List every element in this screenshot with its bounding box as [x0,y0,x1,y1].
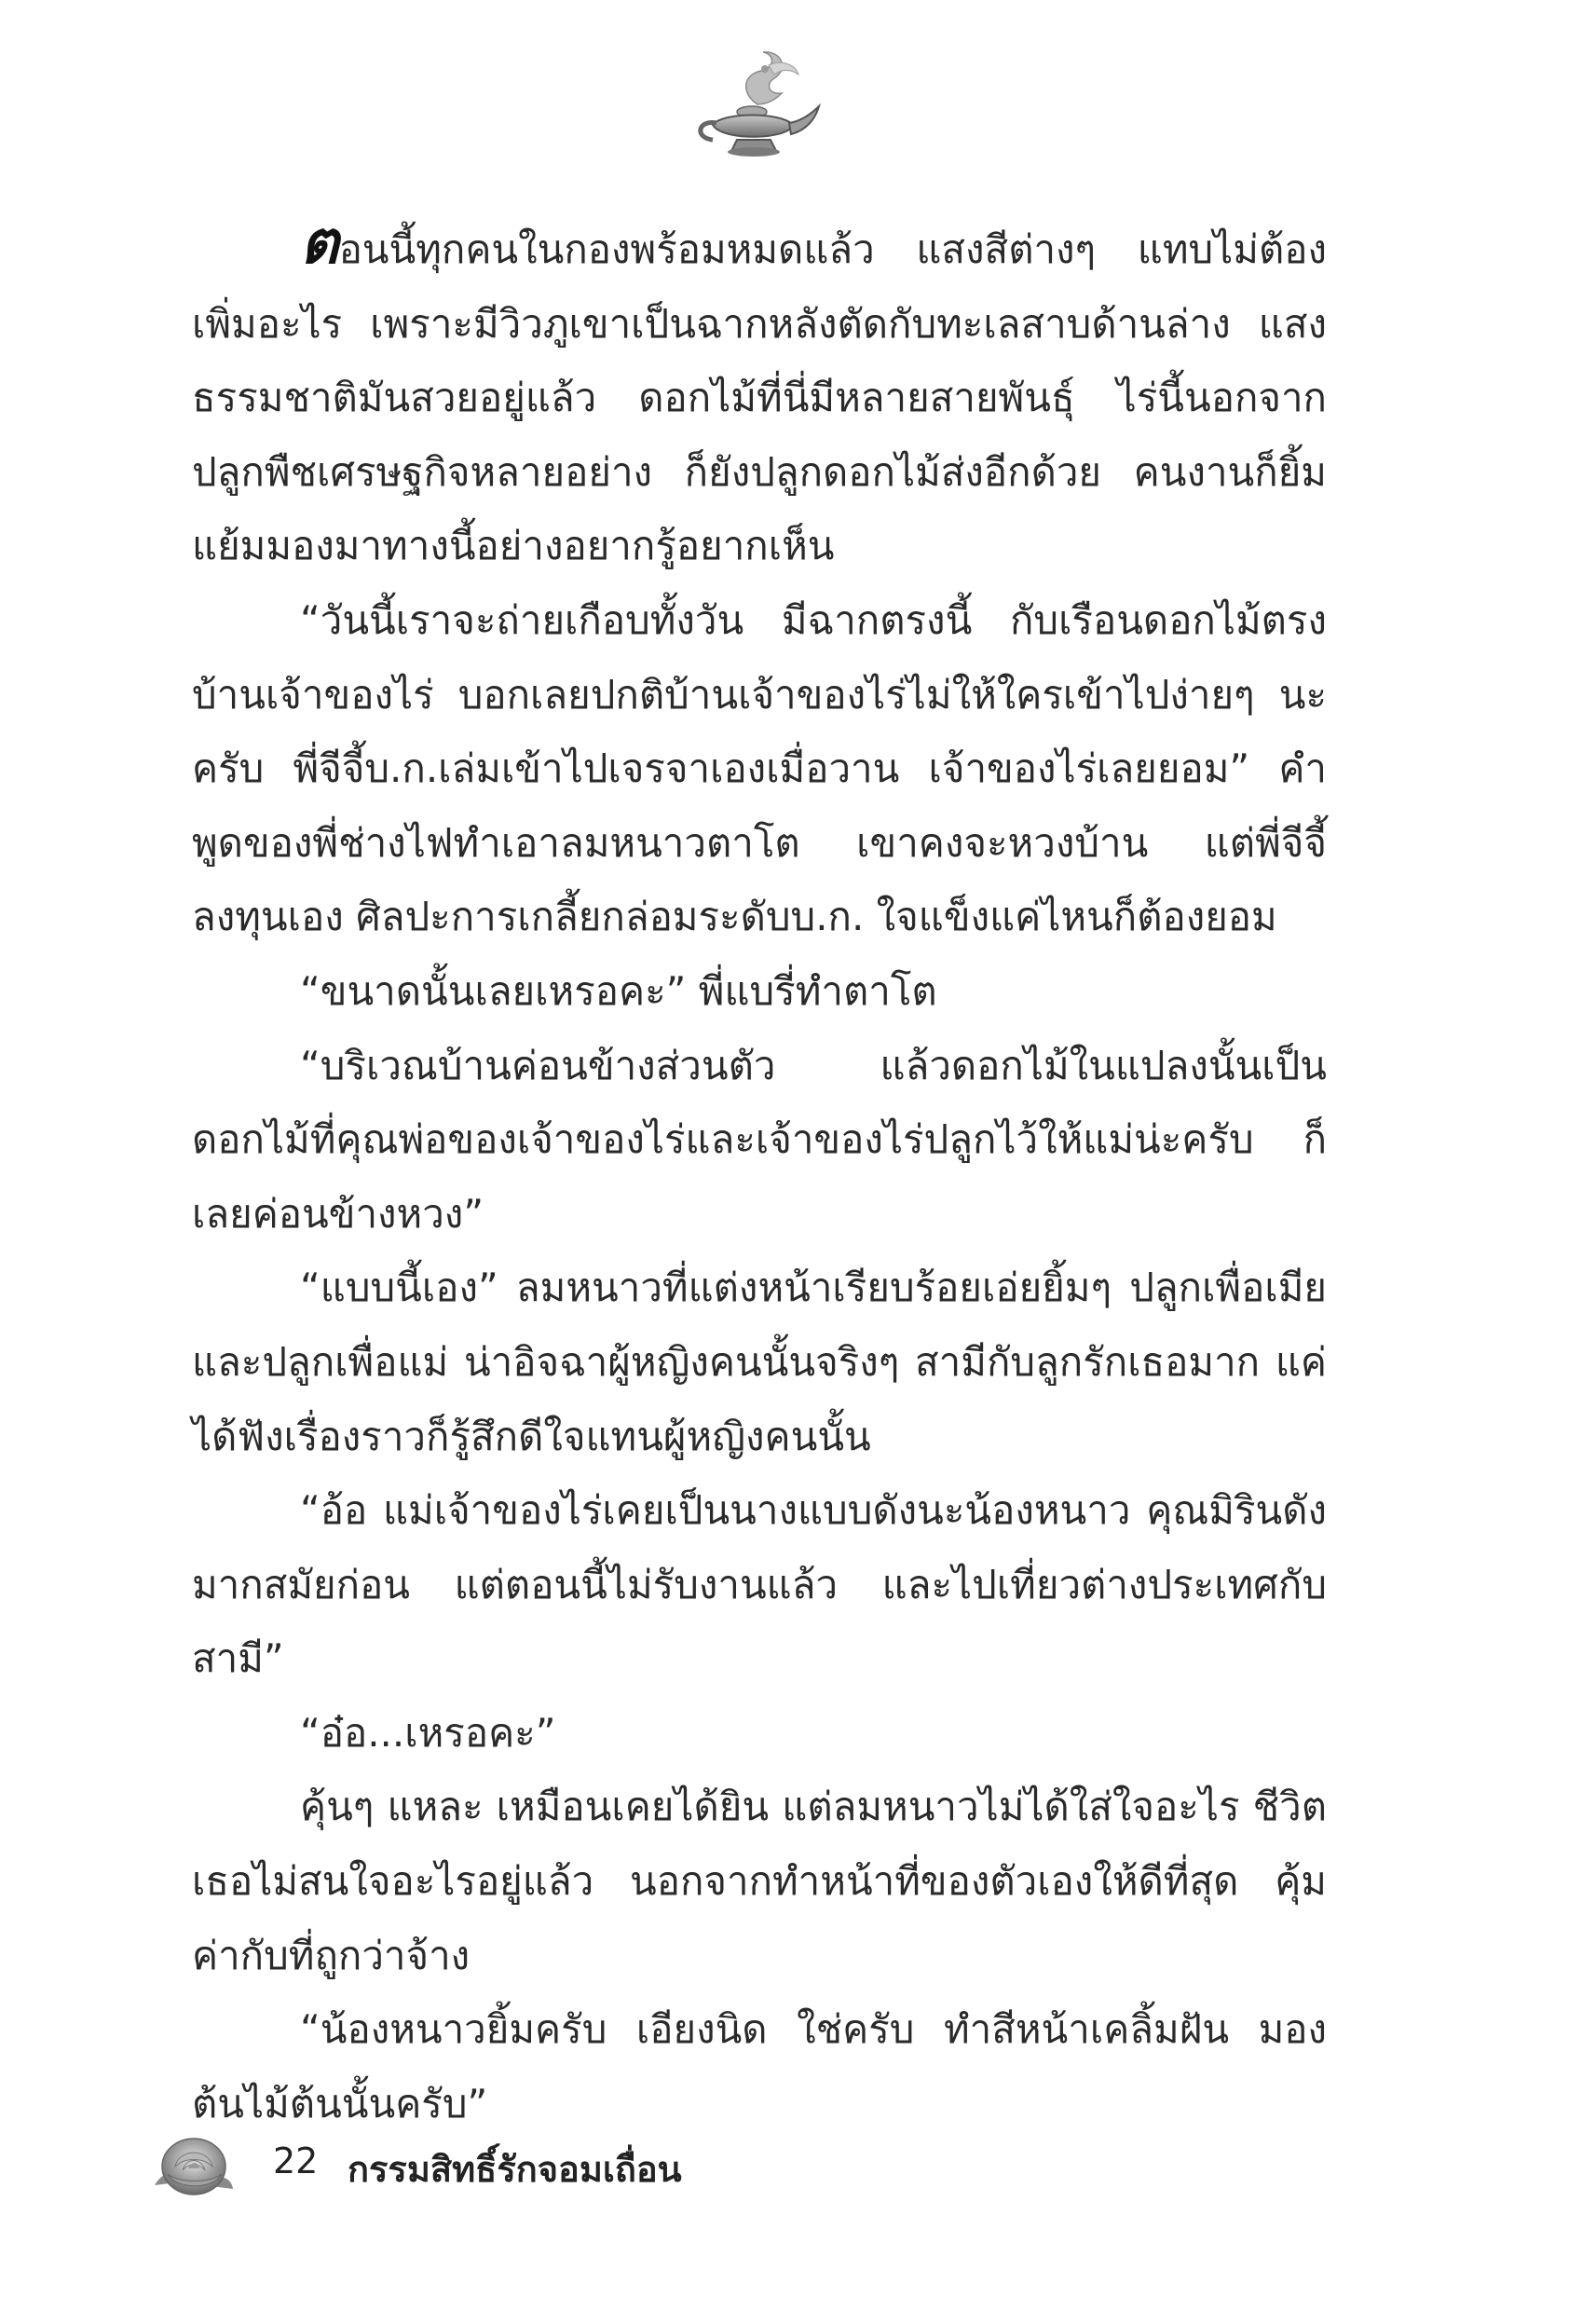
paragraph: “อ้อ แม่เจ้าของไร่เคยเป็นนางแบบดังนะน้องหนาว คุณมิรินดังมากสมัยก่อน แต่ตอนนี้ไม่รับงานแล้ว และไปเที่ยวต่างประเทศกับสามี” [192,1487,1327,1682]
paragraph [192,209,1327,583]
paragraph: “น้องหนาวยิ้มครับ เอียงนิด ใช่ครับ ทำสีหน้าเคลิ้มฝัน มองต้นไม้ต้นนั้นครับ” [192,2006,1327,2126]
rose-icon [147,2120,236,2204]
paragraph: “วันนี้เราจะถ่ายเกือบทั้งวัน มีฉากตรงนี้ กับเรือนดอกไม้ตรงบ้านเจ้าของไร่ บอกเลยปกติบ้านเจ้าของไร่ไม่ให้ใครเข้าไปง่ายๆ นะครับ พี่จีจี้บ.ก.เล่มเข้าไปเจรจาเองเมื่อวาน เจ้าของไร่เลยยอม” คำพูดของพี่ช่างไฟทำเอาลมหนาวตาโต เขาคงจะหวงบ้าน แต่พี่จีจี้ลงทุนเอง ศิลปะการเกลี้ยกล่อมระดับบ.ก. ใจแข็งแค่ไหนก็ต้องยอม [192,596,1327,940]
genie-lamp-icon [685,47,825,168]
paragraph: คุ้นๆ แหละ เหมือนเคยได้ยิน แต่ลมหนาวไม่ได้ใส่ใจอะไร ชีวิตเธอไม่สนใจอะไรอยู่แล้ว นอกจากทำหน้าที่ของตัวเองให้ดีที่สุด คุ้มค่ากับที่ถูกว่าจ้าง [192,1784,1327,1978]
paragraph: “ขนาดนั้นเลยเหรอคะ” พี่แบรี่ทำตาโต [300,967,937,1014]
paragraph-text: อนนี้ทุกคนในกองพร้อมหมดแล้ว แสงสีต่างๆ แทบไม่ต้องเพิ่มอะไร เพราะมีวิวภูเขาเป็นฉากหลังตัดกับทะเลสาบด้านล่าง แสงธรรมชาติมันสวยอยู่แล้ว ดอกไม้ที่นี่มีหลายสายพันธุ์ ไร่นี้นอกจากปลูกพืชเศรษฐกิจหลายอย่าง ก็ยังปลูกดอกไม้ส่งอีกด้วย คนงานก็ยิ้มแย้มมองมาทางนี้อย่างอยากรู้อยากเห็น [192,226,1327,569]
book-title: กรรมสิทธิ์รักจอมเถื่อน [348,2149,682,2190]
paragraph: “อ๋อ...เหรอคะ” [300,1709,556,1756]
drop-cap: ต [300,209,339,278]
paragraph: “แบบนี้เอง” ลมหนาวที่แต่งหน้าเรียบร้อยเอ่ยยิ้มๆ ปลูกเพื่อเมียและปลูกเพื่อแม่ น่าอิจฉาผู้หญิงคนนั้นจริงๆ สามีกับลูกรักเธอมาก แค่ได้ฟังเรื่องราวก็รู้สึกดีใจแทนผู้หญิงคนนั้น [192,1265,1327,1459]
body-text [192,209,1327,2140]
paragraph: “บริเวณบ้านค่อนข้างส่วนตัว แล้วดอกไม้ในแปลงนั้นเป็นดอกไม้ที่คุณพ่อของเจ้าของไร่และเจ้าของไร่ปลูกไว้ให้แม่น่ะครับ ก็เลยค่อนข้างหวง” [192,1042,1327,1237]
page-number: 22 [273,2140,319,2181]
page-footer [147,2120,893,2204]
